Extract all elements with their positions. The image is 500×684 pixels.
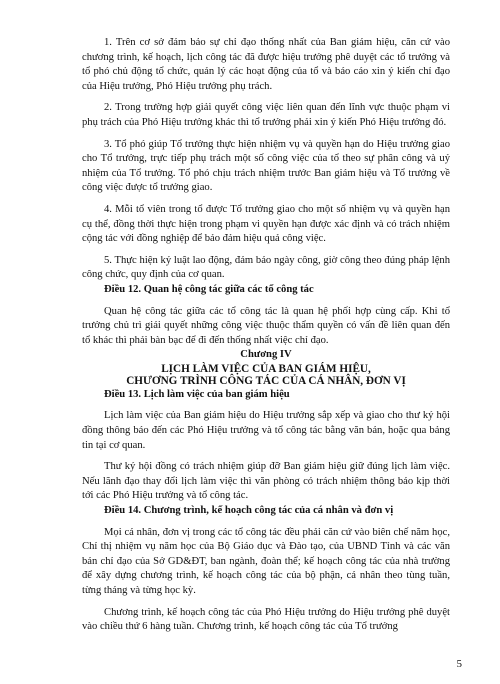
page-content [82,36,450,635]
article-13-heading: Điều 13. Lịch làm việc của ban giám hiệu [104,388,290,400]
article-12-heading: Điều 12. Quan hệ công tác giữa các tổ công tác [104,283,314,295]
paragraph-1: 1. Trên cơ sở đảm bảo sự chỉ đạo thống nhất của Ban giám hiệu, căn cứ vào chương trình, kế hoạch, lịch công tác đã được hiệu trưởng phê duyệt các tổ trưởng và tổ phó chủ động tổ chức, quản lý các hoạt động của tổ và báo cáo xin ý kiến chỉ đạo của Hiệu trưởng, Phó Hiệu trưởng phụ trách. [82,37,450,92]
paragraph-5: 5. Thực hiện kỷ luật lao động, đảm bảo ngày công, giờ công theo đúng pháp lệnh công chức, quy định của cơ quan. [82,254,450,281]
chapter-number: Chương IV [240,349,292,361]
article-14-heading: Điều 14. Chương trình, kế hoạch công tác của cá nhân và đơn vị [104,505,394,517]
article-13-body-2: Thư ký hội đồng có trách nhiệm giúp đỡ Ban giám hiệu giữ đúng lịch làm việc. Nếu lãnh đạo thay đổi lịch làm việc thì văn phòng có trách nhiệm thông báo kịp thời tới các Phó Hiệu trưởng và tổ công tác. [82,461,450,502]
article-14-body-2: Chương trình, kế hoạch công tác của Phó Hiệu trưởng do Hiệu trưởng phê duyệt vào chiều thứ 6 hàng tuần. Chương trình, kế hoạch công tác của Tổ trưởng [82,606,450,633]
chapter-title-line-1: LỊCH LÀM VIỆC CỦA BAN GIÁM HIỆU, [161,362,371,375]
page-number: 5 [456,658,462,671]
article-12-body: Quan hệ công tác giữa các tổ công tác là quan hệ phối hợp cùng cấp. Khi tổ trưởng chủ trì giải quyết những công việc thuộc thẩm quyền có vấn đề liên quan đến tổ khác thì phải bàn bạc để đi đến thống nhất việc chỉ đạo. [82,305,450,346]
article-14-body-1: Mọi cá nhân, đơn vị trong các tổ công tác đều phải căn cứ vào biên chế năm học, Chỉ thị nhiệm vụ năm học của Bộ Giáo dục và Đào tạo, của UBND Tỉnh và các văn bản chỉ đạo của Sở GD&ĐT, ban ngành, đoàn thể; kế hoạch công tác của nhà trường để xây dựng chương trình, kế hoạch công tác của bộ phận, cá nhân theo tùng tuần, từng tháng và từng học kỳ. [82,526,450,596]
paragraph-4: 4. Mỗi tổ viên trong tổ được Tổ trưởng giao cho một số nhiệm vụ và quyền hạn cụ thể, đồng thời thực hiện trong phạm vi quyền hạn được xác định và có trách nhiệm cộng tác với đồng nghiệp để bảo đảm hiệu quả công việc. [82,203,450,245]
paragraph-3: 3. Tổ phó giúp Tổ trưởng thực hiện nhiệm vụ và quyền hạn do Hiệu trưởng giao cho Tổ trưởng, trực tiếp phụ trách một số công việc của tổ theo sự phân công và uỷ nhiệm của Tổ trưởng. Tổ phó chịu trách nhiệm trước Ban giám hiệu và Tổ trưởng về công việc được tổ trưởng giao. [82,138,450,194]
paragraph-2: 2. Trong trường hợp giải quyết công việc liên quan đến lĩnh vực thuộc phạm vi phụ trách của Phó Hiệu trưởng khác thì tổ trưởng phải xin ý kiến Phó Hiệu trưởng đó. [82,102,450,128]
chapter-title-line-2: CHƯƠNG TRÌNH CÔNG TÁC CỦA CÁ NHÂN, ĐƠN VỊ [126,375,406,388]
article-13-body-1: Lịch làm việc của Ban giám hiệu do Hiệu trưởng sắp xếp và giao cho thư ký hội đồng thông báo đến các Phó Hiệu trưởng và tổ công tác bằng văn bản, hoặc qua bảng tin tại cơ quan. [82,410,450,451]
